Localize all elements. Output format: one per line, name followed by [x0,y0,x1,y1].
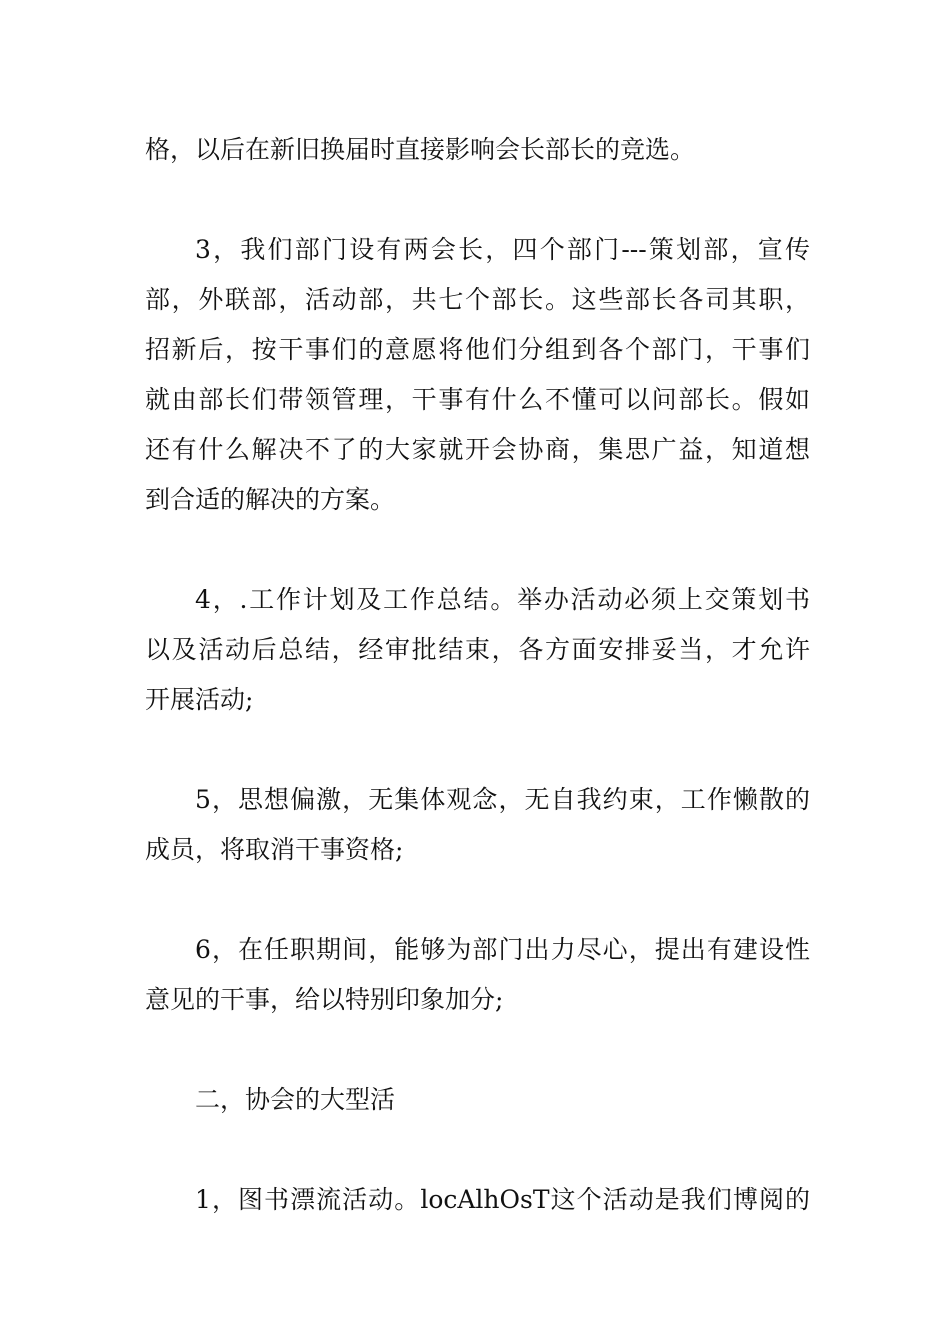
paragraph-start-line: 1，图书漂流活动。locAlhOsT这个活动是我们博阅的 [195,1185,810,1214]
text-line: 到合适的解决的方案。 [145,485,396,514]
text-line: 就由部长们带领管理，干事有什么不懂可以问部长。假如 [145,385,810,414]
text-line: 格，以后在新旧换届时直接影响会长部长的竞选。 [145,135,696,164]
text-line: 还有什么解决不了的大家就开会协商，集思广益，知道想 [145,435,810,464]
text-line: 招新后，按干事们的意愿将他们分组到各个部门，干事们 [145,335,810,364]
section-heading: 二，协会的大型活 [195,1085,396,1114]
paragraph-start-line: 4，.工作计划及工作总结。举办活动必须上交策划书 [195,585,810,614]
text-line: 以及活动后总结，经审批结束，各方面安排妥当，才允许 [145,635,810,664]
paragraph-start-line: 3，我们部门设有两会长，四个部门---策划部，宣传 [195,235,810,264]
paragraph-start-line: 5，思想偏激，无集体观念，无自我约束，工作懒散的 [195,785,810,814]
text-line: 意见的干事，给以特别印象加分; [145,985,504,1014]
text-line: 成员，将取消干事资格; [145,835,404,864]
text-line: 部，外联部，活动部，共七个部长。这些部长各司其职， [145,285,810,314]
paragraph-start-line: 6，在任职期间，能够为部门出力尽心，提出有建设性 [195,935,810,964]
text-line: 开展活动; [145,685,254,714]
